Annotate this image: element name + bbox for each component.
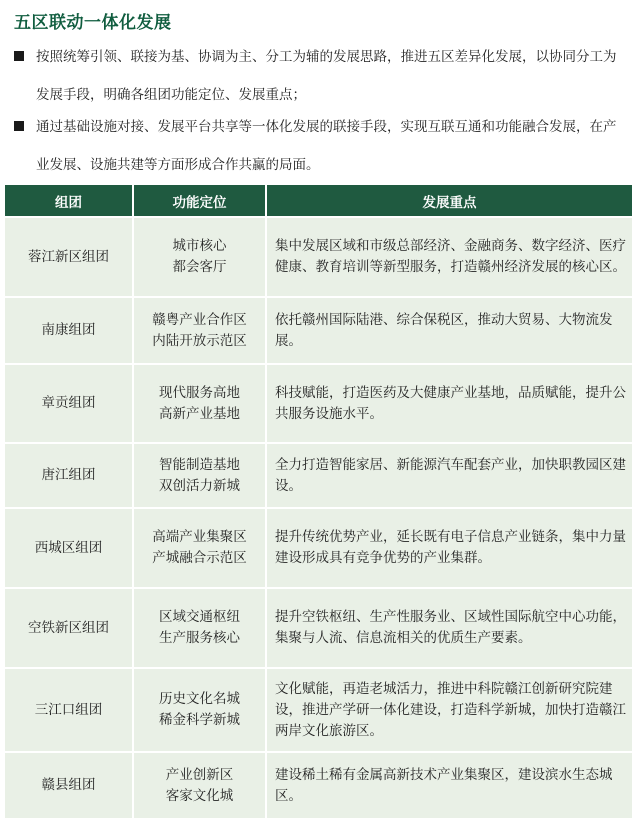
function-cell [133, 443, 266, 508]
function-line: 现代服务高地 [159, 384, 240, 401]
function-line: 产城融合示范区 [152, 550, 247, 566]
function-line: 高端产业集聚区 [152, 529, 247, 545]
table-row [5, 508, 632, 588]
table-row [5, 443, 632, 508]
function-cell [133, 508, 266, 588]
focus-cell: 科技赋能，打造医药及大健康产业基地，品质赋能，提升公共服务设施水平。 [266, 364, 632, 443]
table-header-row [5, 185, 632, 217]
focus-cell: 文化赋能，再造老城活力，推进中科院赣江创新研究院建设，推进产学研一体化建设，打造科学新城，加快打造赣江两岸文化旅游区。 [266, 668, 632, 752]
group-name: 西城区组团 [5, 508, 133, 588]
function-line: 都会客厅 [172, 259, 227, 275]
group-name: 空铁新区组团 [5, 588, 133, 668]
function-line: 产业创新区 [165, 766, 234, 783]
header-focus: 发展重点 [266, 185, 632, 217]
function-cell [133, 668, 266, 752]
group-name: 蓉江新区组团 [5, 217, 133, 297]
function-line: 区域交通枢纽 [159, 609, 240, 625]
bullet-item [14, 38, 626, 114]
page-title: 五区联动一体化发展 [14, 13, 172, 33]
function-line: 城市核心 [172, 238, 227, 254]
group-name: 三江口组团 [5, 668, 133, 752]
function-line: 高新产业基地 [159, 405, 240, 422]
square-bullet-icon [14, 121, 24, 131]
function-cell [133, 297, 266, 364]
table-row [5, 364, 632, 443]
header-group: 组团 [5, 185, 133, 217]
function-line: 生产服务核心 [159, 630, 240, 646]
table-row [5, 668, 632, 752]
group-name: 南康组团 [5, 297, 133, 364]
bullet-text: 通过基础设施对接、发展平台共享等一体化发展的联接手段，实现互联互通和功能融合发展，在产业发展、设施共建等方面形成合作共赢的局面。 [36, 119, 617, 173]
group-name: 唐江组团 [5, 443, 133, 508]
group-name: 赣县组团 [5, 752, 133, 818]
function-line: 智能制造基地 [159, 456, 240, 473]
bullet-item [14, 108, 626, 184]
function-line: 历史文化名城 [159, 691, 240, 707]
focus-cell: 提升空铁枢纽、生产性服务业、区域性国际航空中心功能，集聚与人流、信息流相关的优质生产要素。 [266, 588, 632, 668]
table-row [5, 588, 632, 668]
function-cell [133, 588, 266, 668]
function-line: 内陆开放示范区 [152, 332, 247, 349]
function-line: 赣粤产业合作区 [152, 311, 247, 328]
function-cell [133, 217, 266, 297]
bullet-text: 按照统筹引领、联接为基、协调为主、分工为辅的发展思路，推进五区差异化发展，以协同分工为发展手段，明确各组团功能定位、发展重点； [36, 49, 617, 103]
group-name: 章贡组团 [5, 364, 133, 443]
function-line: 双创活力新城 [159, 477, 240, 494]
square-bullet-icon [14, 51, 24, 61]
table-row [5, 297, 632, 364]
focus-cell: 提升传统优势产业，延长既有电子信息产业链条，集中力量建设形成具有竞争优势的产业集群。 [266, 508, 632, 588]
focus-cell: 建设稀土稀有金属高新技术产业集聚区，建设滨水生态城区。 [266, 752, 632, 818]
focus-cell: 集中发展区域和市级总部经济、金融商务、数字经济、医疗健康、教育培训等新型服务，打造赣州经济发展的核心区。 [266, 217, 632, 297]
focus-cell: 全力打造智能家居、新能源汽车配套产业，加快职教园区建设。 [266, 443, 632, 508]
function-cell [133, 364, 266, 443]
table-row [5, 752, 632, 818]
focus-cell: 依托赣州国际陆港、综合保税区，推动大贸易、大物流发展。 [266, 297, 632, 364]
function-line: 稀金科学新城 [159, 712, 240, 728]
function-line: 客家文化城 [165, 787, 234, 804]
function-cell [133, 752, 266, 818]
table-row [5, 217, 632, 297]
group-table [5, 185, 632, 818]
header-function: 功能定位 [133, 185, 266, 217]
